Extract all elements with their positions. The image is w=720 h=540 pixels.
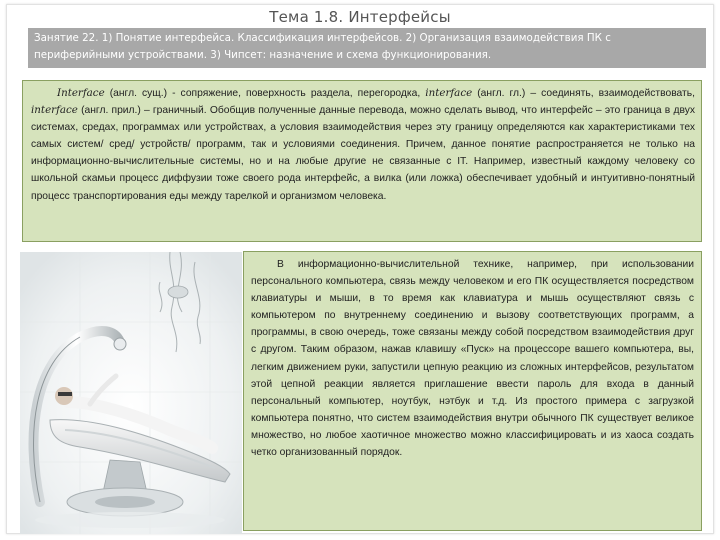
slide-title: Тема 1.8. Интерфейсы bbox=[269, 8, 451, 26]
definition-text-box bbox=[22, 80, 702, 242]
definition-segment-2: (англ. гл.) – соединять, взаимодействовать, bbox=[472, 88, 695, 99]
futuristic-chair-illustration bbox=[20, 252, 242, 534]
example-text-box bbox=[243, 251, 702, 531]
definition-segment-3: (англ. прил.) – граничный. Обобщив полученные данные перевода, можно сделать вывод, что интерфейс – это граница в двух системах, средах, программах или устройствах, а условия взаимодействия через эту границу определяются как характеристиками тех самых систем/ сред/ устройств/ программ, так и условиями соединения. Причем, данное понятие распространяется не только на информационно-вычислительные системы, но и на любые другие не связанные с IT. Например, известный каждому человеку со школьной скамьи процесс диффузии тоже своего рода интерфейс, а вилка (или ложка) обеспечивает удобный и интуитивно-понятный процесс транспортирования еды между тарелкой и организмом человека. bbox=[31, 105, 695, 202]
term-interface-noun: Interface bbox=[57, 87, 105, 99]
term-interface-verb: interface bbox=[425, 87, 473, 99]
slide-subtitle: Занятие 22. 1) Понятие интерфейса. Классификация интерфейсов. 2) Организация взаимодействия ПК с периферийными устройствами. 3) Чипсет: назначение и схема функционирования. bbox=[28, 28, 706, 68]
term-interface-adjective: interface bbox=[31, 104, 78, 117]
example-text: В информационно-вычислительной технике, например, при использовании персонального компьютера, связь между человеком и его ПК осуществляется посредством клавиатуры и мыши, в то время как клавиатура и мышь осуществляют связь с компьютером по внутреннему соединению и вызову соответствующих программ, а программы, в свою очередь, тоже связаны между собой посредством взаимодействия друг с другом. Таким образом, нажав клавишу «Пуск» на процессоре вашего компьютера, вы, легким движением руки, запустили цепную реакцию из сложных интерфейсов, результатом этой цепной реакции является приглашение ввести пароль для входа в данный персональный компьютер, ноутбук, нэтбук и т.д. Из простого примера с загрузкой компьютера понятно, что систем взаимодействия внутри обычного ПК существует великое множество, но любое хаотичное множество можно классифицировать и из хаоса создать четко организованный порядок. bbox=[251, 259, 694, 459]
definition-segment-1: (англ. сущ.) - сопряжение, поверхность раздела, перегородка, bbox=[104, 88, 426, 99]
